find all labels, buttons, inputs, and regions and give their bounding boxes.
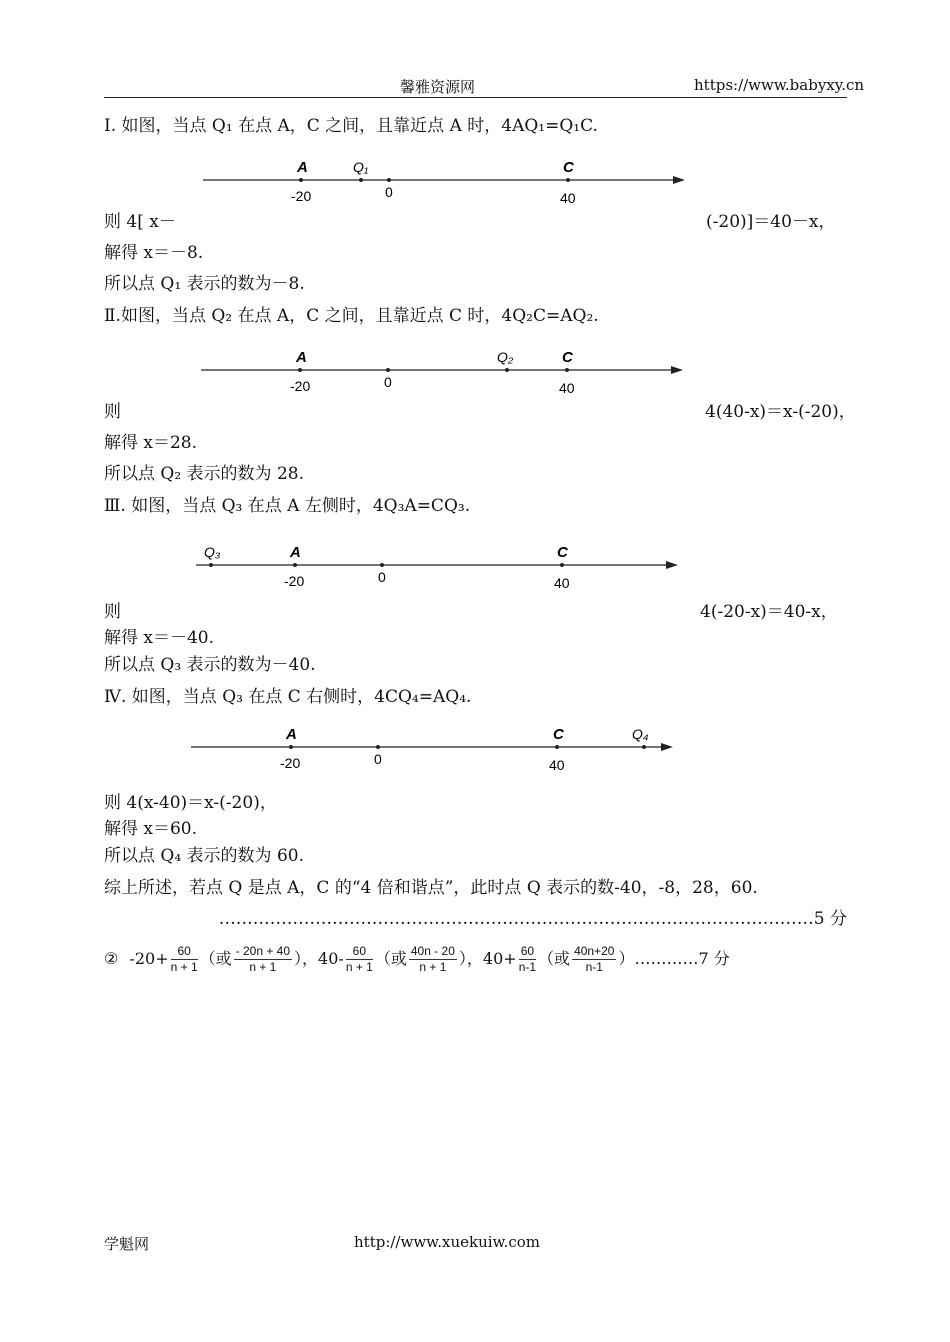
part2-marker: ② [104, 949, 119, 968]
part2-or3-open: （或 [538, 949, 571, 968]
case4-equation: 则 4(x-40)＝x-(-20)， [104, 793, 277, 813]
fraction-6: $\frac{40n+20}{n-1}$ [574, 944, 615, 974]
case2-equation-right: 4(40-x)＝x-(-20)， [705, 402, 856, 422]
point-a-label: A [297, 159, 308, 176]
footer-url: http://www.xuekuiw.com [354, 1233, 541, 1251]
point-a-label: A [286, 726, 297, 743]
part2-score: ）…………7 分 [618, 949, 730, 968]
point-c-label: C [562, 349, 573, 366]
tick-label-origin: 0 [378, 569, 386, 585]
score-line-5: ……………………………………………………………………………………………5 分 [218, 909, 847, 929]
number-line-3 [196, 540, 686, 600]
tick-label-a: -20 [280, 755, 301, 771]
point-c-label: C [557, 544, 568, 561]
case3-title: Ⅲ. 如图，当点 Q₃ 在点 A 左侧时，4Q₃A=CQ₃. [104, 496, 471, 516]
header-url: https://www.babyxy.cn [694, 76, 865, 94]
tick-label-a: -20 [284, 573, 305, 589]
tick-label-c: 40 [549, 757, 565, 773]
fraction-1: $\frac{60}{n + 1}$ [170, 944, 198, 974]
case2-equation-left: 则 [104, 402, 121, 422]
number-line-2 [201, 345, 691, 405]
case1-equation-left: 则 4[ x－ [104, 212, 176, 232]
case2-solve: 解得 x＝28. [104, 433, 198, 453]
tick-label-origin: 0 [374, 751, 382, 767]
point-c-label: C [553, 726, 564, 743]
part2-or2-open: （或 [374, 949, 407, 968]
tick-label-c: 40 [560, 190, 576, 206]
header-site-name: 馨雅资源网 [400, 78, 476, 96]
tick-label-a: -20 [290, 378, 311, 394]
point-q-label: Q₄ [632, 726, 649, 742]
tick-label-origin: 0 [385, 184, 393, 200]
case1-solve: 解得 x＝－8. [104, 243, 204, 263]
tick-label-origin: 0 [384, 374, 392, 390]
case4-result: 所以点 Q₄ 表示的数为 60. [104, 846, 304, 866]
tick-label-c: 40 [554, 575, 570, 591]
footer-name: 学魁网 [104, 1235, 150, 1253]
case1-title: Ⅰ. 如图，当点 Q₁ 在点 A，C 之间，且靠近点 A 时，4AQ₁=Q₁C. [104, 116, 598, 136]
point-q-label: Q₃ [204, 544, 221, 560]
case3-solve: 解得 x＝－40. [104, 628, 215, 648]
case1-result: 所以点 Q₁ 表示的数为－8. [104, 274, 305, 294]
tick-label-a: -20 [291, 188, 312, 204]
case1-equation-right: (-20)]＝40－x， [706, 212, 836, 232]
summary: 综上所述，若点 Q 是点 A，C 的“4 倍和谐点”，此时点 Q 表示的数-40，-8，28，60. [104, 878, 758, 898]
case3-equation-left: 则 [104, 602, 121, 622]
fraction-3: $\frac{60}{n + 1}$ [345, 944, 373, 974]
part2-term2: ），40- [294, 949, 344, 968]
case4-title: Ⅳ. 如图，当点 Q₃ 在点 C 右侧时，4CQ₄=AQ₄. [104, 687, 472, 707]
case3-equation-right: 4(-20-x)＝40-x， [700, 602, 838, 622]
part2-or1-open: （或 [199, 949, 232, 968]
case3-result: 所以点 Q₃ 表示的数为－40. [104, 655, 316, 675]
part2-term1: -20+ [129, 949, 169, 968]
case2-title: Ⅱ.如图，当点 Q₂ 在点 A，C 之间，且靠近点 C 时，4Q₂C=AQ₂. [104, 306, 599, 326]
fraction-5: $\frac{60}{n-1}$ [518, 944, 537, 974]
header-divider [104, 97, 847, 98]
fraction-4: $\frac{40n - 20}{n + 1}$ [410, 944, 455, 974]
point-q-label: Q₂ [497, 349, 514, 365]
fraction-2: $\frac{- 20n + 40}{n + 1}$ [235, 944, 291, 974]
point-q-label: Q₁ [353, 159, 369, 175]
part2-answer [104, 944, 730, 975]
point-c-label: C [563, 159, 574, 176]
number-line-1 [203, 155, 693, 215]
point-a-label: A [296, 349, 307, 366]
tick-label-c: 40 [559, 380, 575, 396]
number-line-4 [191, 722, 681, 782]
case2-result: 所以点 Q₂ 表示的数为 28. [104, 464, 304, 484]
part2-term3: ），40+ [458, 949, 517, 968]
point-a-label: A [290, 544, 301, 561]
case4-solve: 解得 x＝60. [104, 819, 198, 839]
